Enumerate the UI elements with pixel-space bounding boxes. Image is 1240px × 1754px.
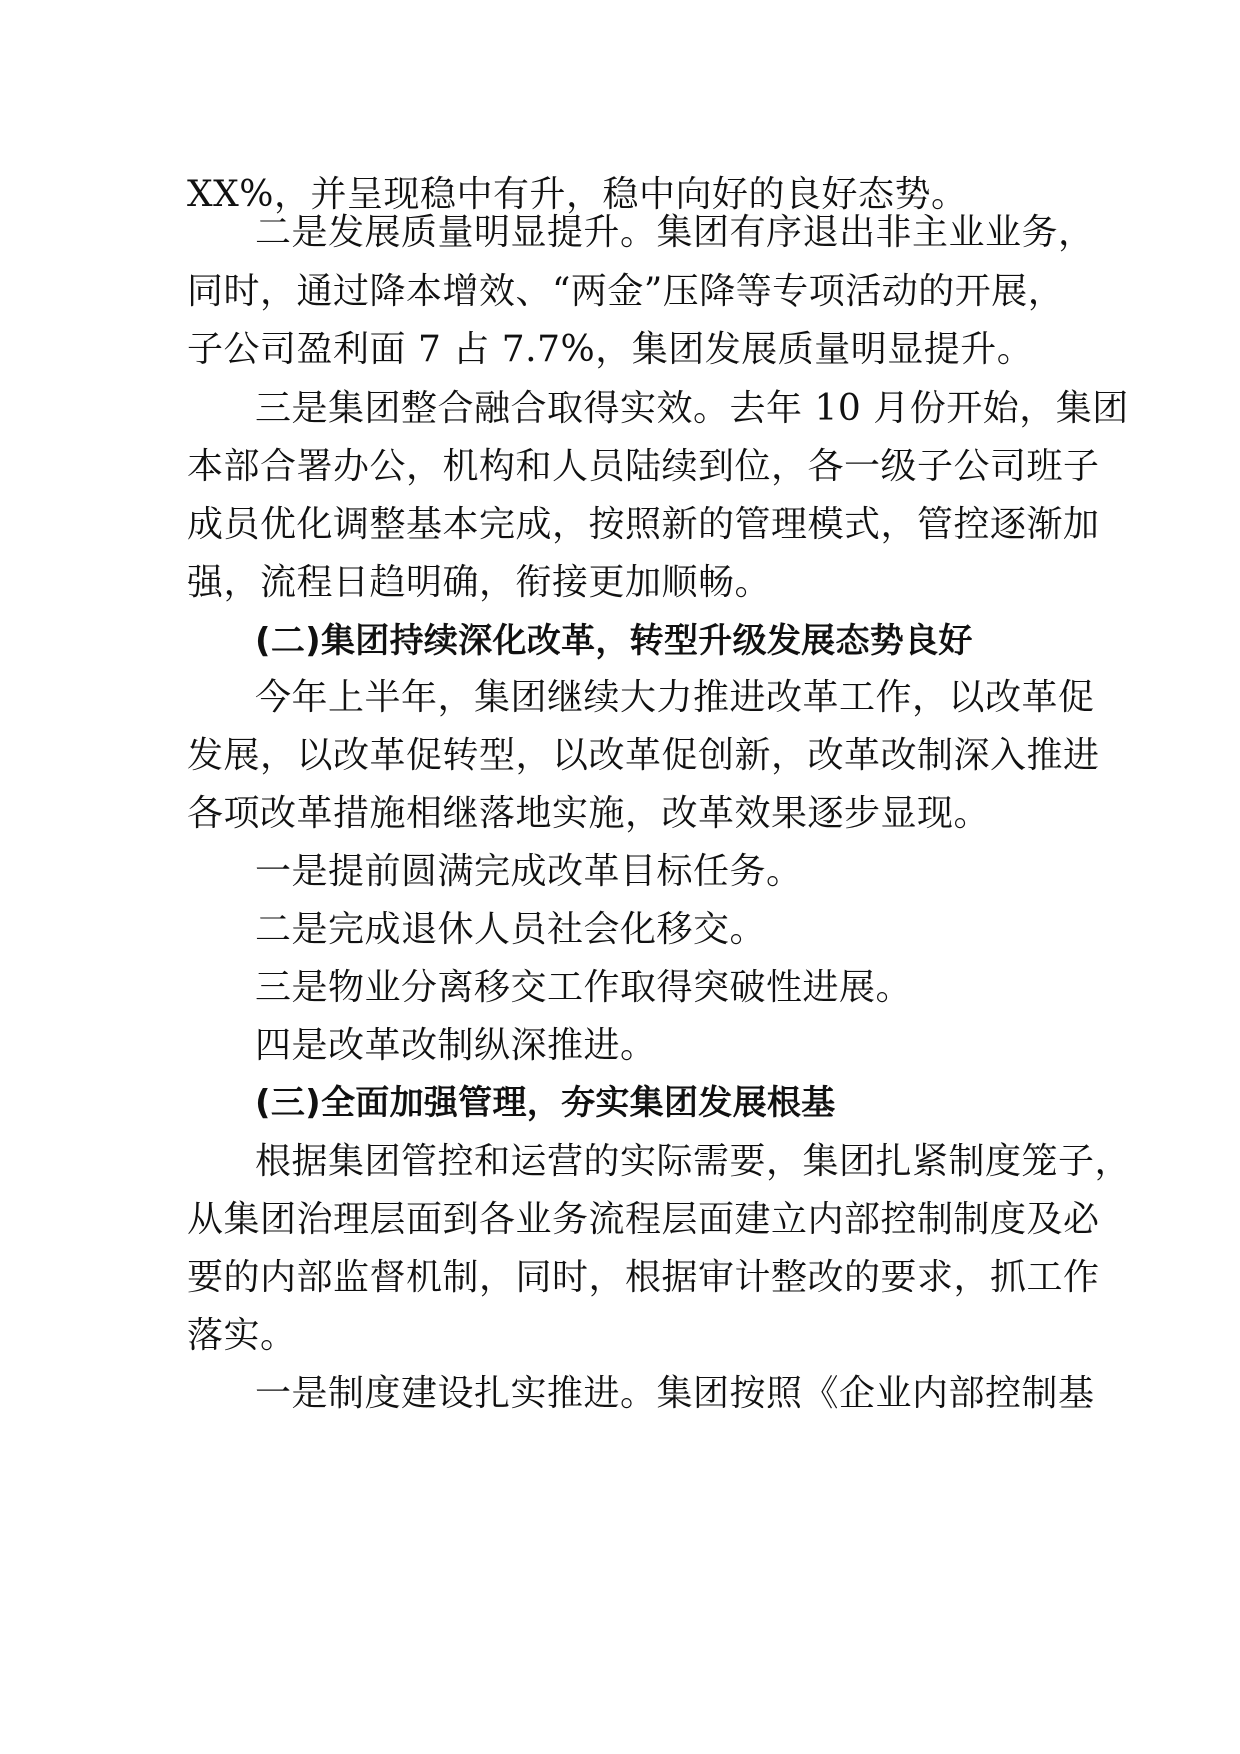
paragraph-line: 二是完成退休人员社会化移交。	[255, 909, 767, 950]
section-heading: (二)集团持续深化改革，转型升级发展态势良好	[255, 621, 973, 661]
paragraph-line: 发展，以改革促转型，以改革促创新，改革改制深入推进	[187, 735, 1100, 776]
paragraph-line: 子公司盈利面 7 占 7.7%，集团发展质量明显提升。	[187, 329, 1034, 370]
paragraph-line: 四是改革改制纵深推进。	[255, 1025, 657, 1066]
paragraph-line: 从集团治理层面到各业务流程层面建立内部控制制度及必	[187, 1199, 1100, 1240]
paragraph-line: 根据集团管控和运营的实际需要，集团扎紧制度笼子，	[255, 1141, 1132, 1182]
paragraph-line: 要的内部监督机制，同时，根据审计整改的要求，抓工作	[187, 1257, 1100, 1298]
paragraph-line: 一是提前圆满完成改革目标任务。	[255, 851, 803, 892]
paragraph-line: 成员优化调整基本完成，按照新的管理模式，管控逐渐加	[187, 504, 1100, 545]
paragraph-line: 落实。	[187, 1315, 297, 1356]
paragraph-line: 二是发展质量明显提升。集团有序退出非主业业务，	[255, 212, 1095, 253]
paragraph-line: 本部合署办公，机构和人员陆续到位，各一级子公司班子	[187, 446, 1100, 487]
paragraph-line: XX%，并呈现稳中有升，稳中向好的良好态势。	[187, 174, 968, 215]
paragraph-line: 同时，通过降本增效、“两金”压降等专项活动的开展，	[187, 271, 1065, 312]
paragraph-line: 今年上半年，集团继续大力推进改革工作，以改革促	[255, 677, 1095, 718]
paragraph-line: 强，流程日趋明确，衔接更加顺畅。	[187, 562, 772, 603]
paragraph-line: 三是集团整合融合取得实效。去年 10 月份开始，集团	[255, 388, 1129, 429]
paragraph-line: 各项改革措施相继落地实施，改革效果逐步显现。	[187, 793, 991, 834]
paragraph-line: 三是物业分离移交工作取得突破性进展。	[255, 967, 913, 1008]
paragraph-line: 一是制度建设扎实推进。集团按照《企业内部控制基	[255, 1373, 1095, 1414]
section-heading: (三)全面加强管理，夯实集团发展根基	[255, 1083, 836, 1123]
